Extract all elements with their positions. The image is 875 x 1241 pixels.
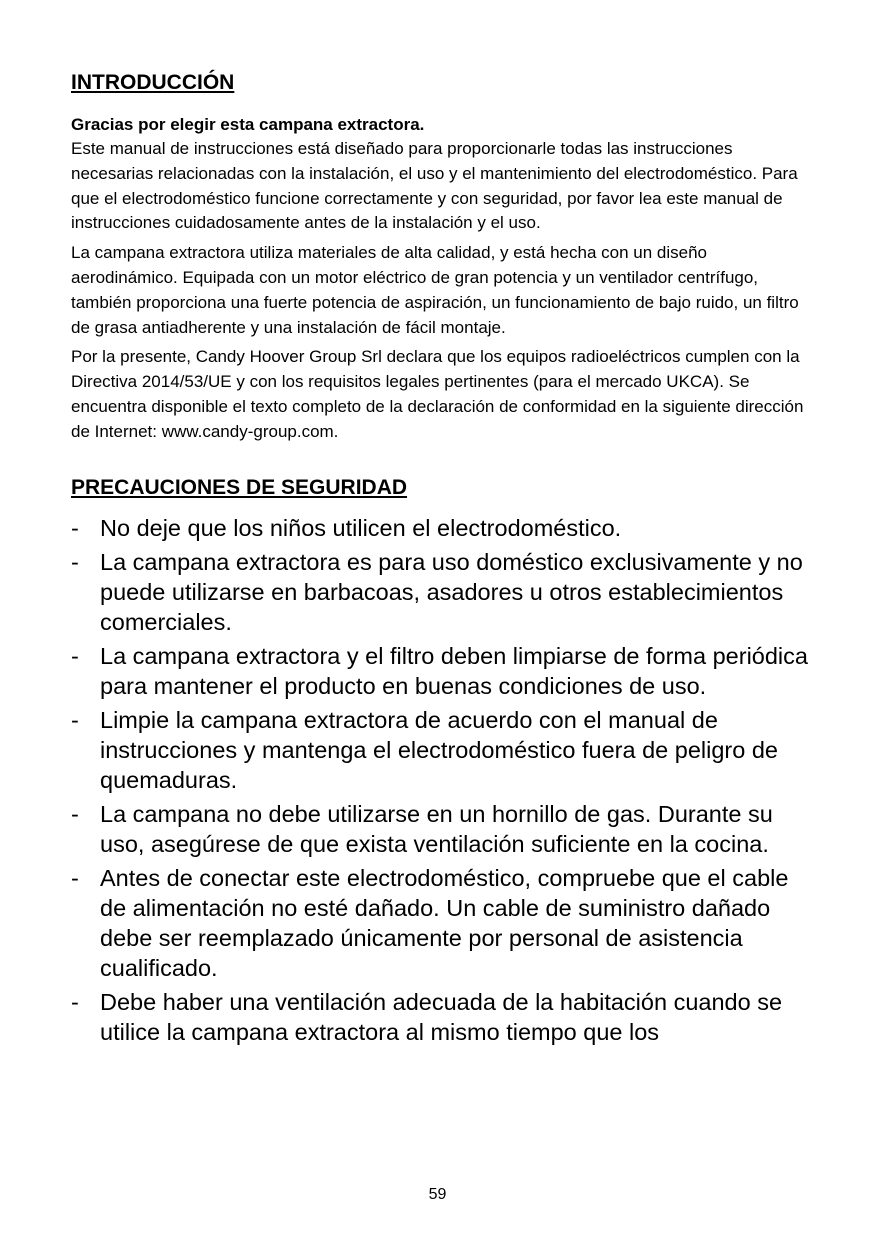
safety-heading: PRECAUCIONES DE SEGURIDAD bbox=[71, 475, 408, 499]
precautions-list bbox=[71, 513, 811, 1047]
list-item bbox=[71, 799, 811, 859]
page-number: 59 bbox=[428, 1186, 447, 1203]
bullet-dash: - bbox=[71, 642, 79, 669]
intro-lead: Gracias por elegir esta campana extractora. bbox=[71, 115, 425, 134]
bullet-dash: - bbox=[71, 988, 79, 1015]
list-item bbox=[71, 513, 811, 543]
bullet-dash: - bbox=[71, 706, 79, 733]
bullet-dash: - bbox=[71, 514, 79, 541]
list-item-text: La campana extractora es para uso doméstico exclusivamente y no puede utilizarse en barbacoas, asadores u otros establecimientos comerciales. bbox=[100, 548, 803, 635]
intro-paragraph-3: Por la presente, Candy Hoover Group Srl declara que los equipos radioeléctricos cumplen con la Directiva 2014/53/UE y con los requisitos legales pertinentes (para el mercado UKCA). Se encuentra disponible el texto completo de la declaración de conformidad en la siguiente dirección de Internet: www.candy-group.com. bbox=[71, 347, 804, 441]
list-item bbox=[71, 705, 811, 795]
list-item bbox=[71, 641, 811, 701]
intro-paragraph-1: Este manual de instrucciones está diseñado para proporcionarle todas las instrucciones necesarias relacionadas con la instalación, el uso y el mantenimiento del electrodoméstico. Para que el electrodoméstico funcione correctamente y con seguridad, por favor lea este manual de instrucciones cuidadosamente antes de la instalación y el uso. bbox=[71, 139, 798, 233]
bullet-dash: - bbox=[71, 800, 79, 827]
list-item-text: Limpie la campana extractora de acuerdo con el manual de instrucciones y mantenga el electrodoméstico fuera de peligro de quemaduras. bbox=[100, 706, 778, 793]
list-item-text: No deje que los niños utilicen el electrodoméstico. bbox=[100, 514, 622, 541]
document-page bbox=[71, 70, 811, 1051]
intro-heading: INTRODUCCIÓN bbox=[71, 71, 235, 94]
list-item-text: La campana no debe utilizarse en un hornillo de gas. Durante su uso, asegúrese de que exista ventilación suficiente en la cocina. bbox=[100, 800, 773, 857]
list-item-text: La campana extractora y el filtro deben limpiarse de forma periódica para mantener el producto en buenas condiciones de uso. bbox=[100, 642, 808, 699]
list-item bbox=[71, 863, 811, 983]
bullet-dash: - bbox=[71, 548, 79, 575]
bullet-dash: - bbox=[71, 864, 79, 891]
list-item-text: Antes de conectar este electrodoméstico, compruebe que el cable de alimentación no esté dañado. Un cable de suministro dañado debe ser reemplazado únicamente por personal de asistencia cualificado. bbox=[100, 864, 789, 981]
list-item bbox=[71, 547, 811, 637]
list-item-text: Debe haber una ventilación adecuada de la habitación cuando se utilice la campana extractora al mismo tiempo que los bbox=[100, 988, 783, 1045]
intro-paragraph-2: La campana extractora utiliza materiales de alta calidad, y está hecha con un diseño aerodinámico. Equipada con un motor eléctrico de gran potencia y un ventilador centrífugo, también proporciona una fuerte potencia de aspiración, un funcionamiento de bajo ruido, un filtro de grasa antiadherente y una instalación de fácil montaje. bbox=[71, 243, 799, 337]
list-item bbox=[71, 987, 811, 1047]
